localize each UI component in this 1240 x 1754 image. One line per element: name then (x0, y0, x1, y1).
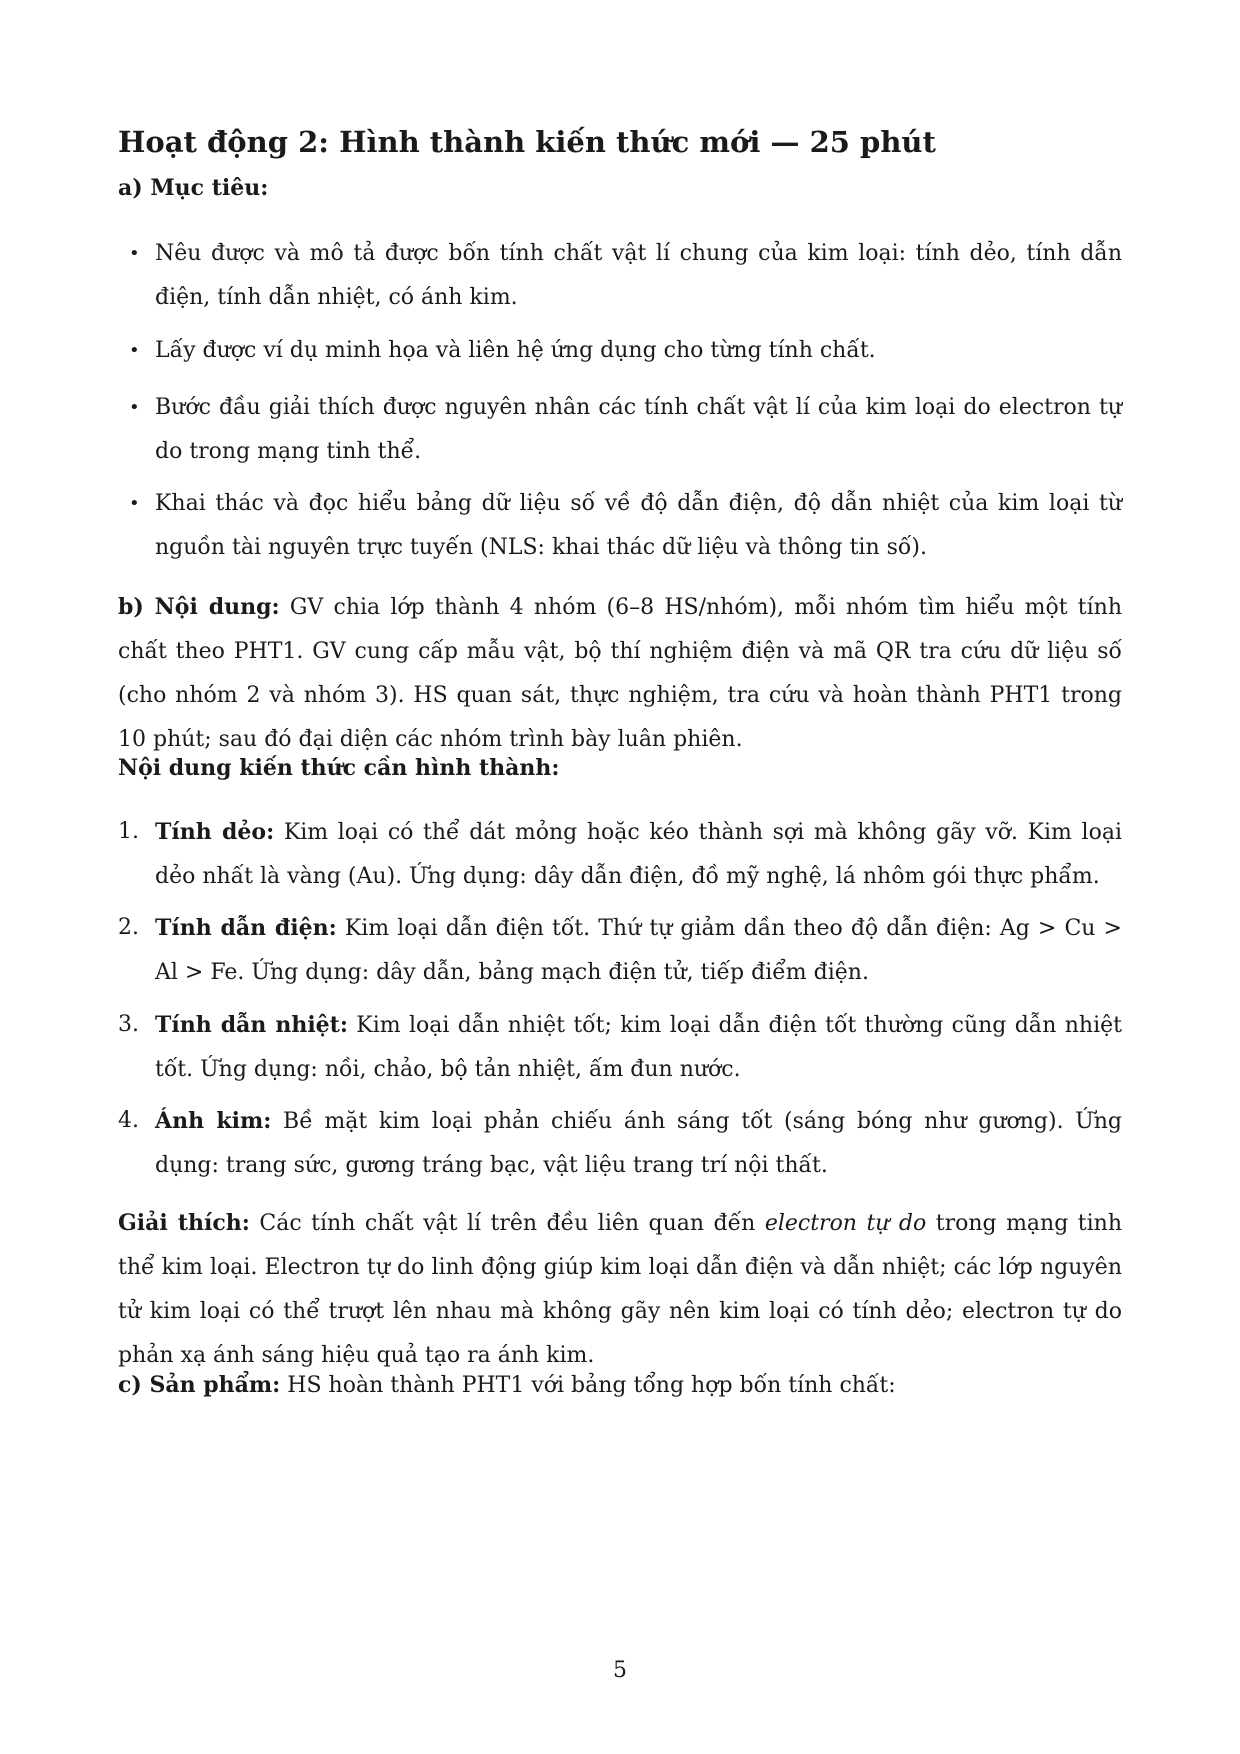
explanation-label: Giải thích: (118, 1210, 250, 1236)
item-number: 3. (118, 1012, 139, 1037)
explanation-paragraph (118, 1201, 1122, 1378)
bullet-icon: • (129, 243, 140, 264)
explanation-emphasis: electron tự do (764, 1211, 927, 1236)
list-item (129, 329, 1122, 373)
list-item (129, 232, 1122, 320)
explanation-text-after: trong mạng tinh thể kim loại. Electron tự do linh động giúp kim loại dẫn điện và dẫn nhiệt; các lớp nguyên tử kim loại có thể trượt lên nhau mà không gãy nên kim loại có tính dẻo; electron tự do phản xạ ánh sáng hiệu quả tạo ra ánh kim. (118, 1211, 1122, 1368)
content-text: GV chia lớp thành 4 nhóm (6–8 HS/nhóm), mỗi nhóm tìm hiểu một tính chất theo PHT1. GV cung cấp mẫu vật, bộ thí nghiệm điện và mã QR tra cứu dữ liệu số (cho nhóm 2 và nhóm 3). HS quan sát, thực nghiệm, tra cứu và hoàn thành PHT1 trong 10 phút; sau đó đại diện các nhóm trình bày luân phiên. (118, 595, 1122, 752)
objectives-label-text: a) Mục tiêu: (118, 175, 269, 201)
list-item (118, 810, 1122, 899)
item-term: Ánh kim: (155, 1108, 272, 1134)
list-item (118, 906, 1122, 995)
list-item (118, 1099, 1123, 1188)
item-number: 2. (118, 915, 139, 940)
product-label: c) Sản phẩm: (118, 1372, 281, 1398)
list-item (118, 1003, 1122, 1092)
list-item (129, 482, 1122, 570)
objective-text: Lấy được ví dụ minh họa và liên hệ ứng dụng cho từng tính chất. (155, 338, 876, 363)
knowledge-heading (118, 746, 1122, 791)
item-number: 1. (118, 819, 139, 844)
content-label: b) Nội dung: (118, 594, 280, 620)
list-item (129, 386, 1122, 474)
document-page (118, 0, 1122, 1754)
item-text: Kim loại dẫn nhiệt tốt; kim loại dẫn điện tốt thường cũng dẫn nhiệt tốt. Ứng dụng: nồi, chảo, bộ tản nhiệt, ấm đun nước. (155, 1013, 1122, 1082)
bullet-icon: • (129, 397, 140, 418)
page-number: 5 (613, 1658, 627, 1683)
item-text: Kim loại dẫn điện tốt. Thứ tự giảm dần theo độ dẫn điện: Ag > Cu > Al > Fe. Ứng dụng: dây dẫn, bảng mạch điện tử, tiếp điểm điện. (155, 916, 1122, 985)
item-term: Tính dẫn điện: (155, 915, 337, 941)
content-paragraph (118, 585, 1122, 762)
item-text: Kim loại có thể dát mỏng hoặc kéo thành sợi mà không gãy vỡ. Kim loại dẻo nhất là vàng (Au). Ứng dụng: dây dẫn điện, đồ mỹ nghệ, lá nhôm gói thực phẩm. (155, 820, 1122, 889)
objective-text: Khai thác và đọc hiểu bảng dữ liệu số về độ dẫn điện, độ dẫn nhiệt của kim loại từ nguồn tài nguyên trực tuyến (NLS: khai thác dữ liệu và thông tin số). (155, 491, 1122, 560)
product-text: HS hoàn thành PHT1 với bảng tổng hợp bốn tính chất: (287, 1373, 896, 1398)
objectives-label (118, 166, 1122, 211)
item-number: 4. (118, 1108, 139, 1133)
knowledge-heading-text: Nội dung kiến thức cần hình thành: (118, 755, 560, 781)
bullet-icon: • (129, 340, 140, 361)
product-paragraph (118, 1363, 1122, 1408)
objective-text: Bước đầu giải thích được nguyên nhân các tính chất vật lí của kim loại do electron tự do trong mạng tinh thể. (155, 395, 1122, 464)
explanation-text-before: Các tính chất vật lí trên đều liên quan đến (259, 1211, 756, 1236)
section-title: Hoạt động 2: Hình thành kiến thức mới — 25 phút (118, 125, 936, 159)
item-text: Bề mặt kim loại phản chiếu ánh sáng tốt (sáng bóng như gương). Ứng dụng: trang sức, gương tráng bạc, vật liệu trang trí nội thất. (155, 1109, 1123, 1178)
bullet-icon: • (129, 493, 140, 514)
item-term: Tính dẫn nhiệt: (155, 1012, 348, 1038)
objective-text: Nêu được và mô tả được bốn tính chất vật lí chung của kim loại: tính dẻo, tính dẫn điện, tính dẫn nhiệt, có ánh kim. (155, 241, 1122, 310)
item-term: Tính dẻo: (155, 819, 275, 845)
